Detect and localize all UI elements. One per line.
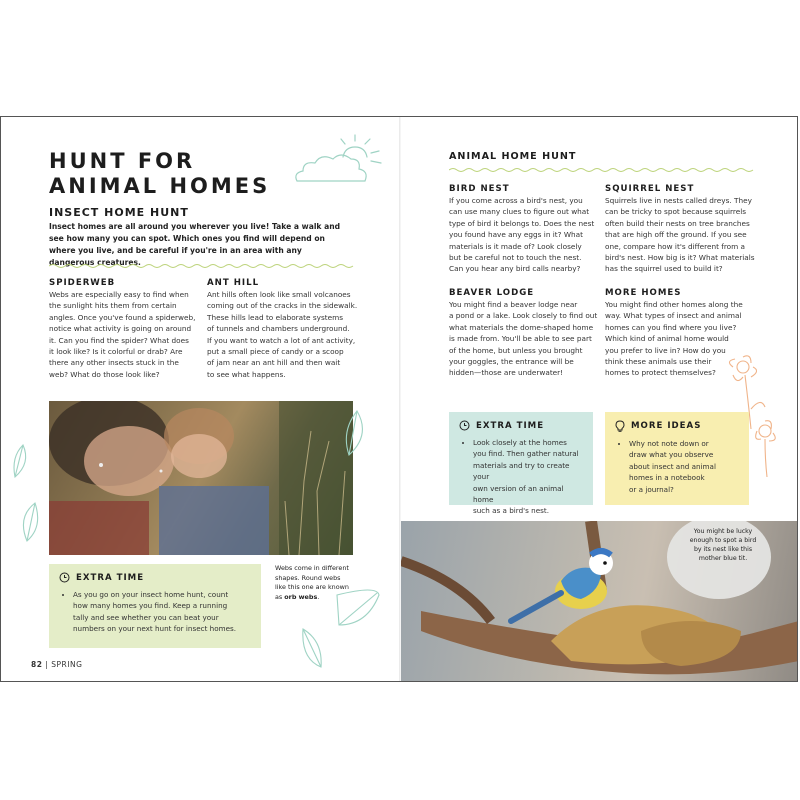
children-spiderweb-photo (49, 401, 353, 555)
page-title: HUNT FOR ANIMAL HOMES (49, 149, 271, 198)
leaf-doodle-icon (9, 437, 53, 547)
squirrel-nest-text: Squirrels live in nests called dreys. They can be tricky to spot because squirrels often build their nests on tree branches that are high off the ground. If you see one, compare how it's different from a bird's nest. How big is it? What materials has the squirrel used to build it? (605, 196, 755, 274)
more-ideas-box (605, 412, 749, 505)
extra-time-title-left: EXTRA TIME (59, 572, 251, 583)
bird-nest-text: If you come across a bird's nest, you can use many clues to figure out what type of bird it belongs to. Does the nest you found have any eggs in it? What materials is it made of? Look closely but be careful not to touch the nest. Can you hear any bird calls nearby? (449, 196, 595, 274)
leaf-doodle-icon (341, 405, 375, 465)
squirrel-nest-heading: SQUIRREL NEST (605, 184, 695, 194)
bird-nest-heading: BIRD NEST (449, 184, 510, 194)
clock-icon (59, 572, 70, 583)
blue-tit-bird (511, 551, 613, 621)
extra-time-list-right (459, 437, 583, 517)
page-folio: 82 | SPRING (31, 660, 83, 669)
spiderweb-text: Webs are especially easy to find when the sunlight hits them from certain angles. Once you've found a spiderweb, notice what activity is going on around it. Can you find the spider? What does it look like? Is it colorful or drab? Are there any other insects stuck in the web? What do those look like? (49, 290, 196, 379)
lightbulb-icon (615, 420, 625, 432)
extra-time-list-left (59, 589, 251, 635)
web-caption: Webs come in different shapes. Round webs like this one are known as orb webs. (275, 564, 349, 601)
ant-hill-heading: ANT HILL (207, 278, 260, 288)
ant-hill-text: Ant hills often look like small volcanoes coming out of the cracks in the sidewalk. These hills lead to elaborate systems of tunnels and chambers underground. If you want to watch a lot of ant activity, put a small piece of candy or a scoop of jam near an ant hill and then wait to see what happens. (207, 290, 358, 379)
extra-time-item: • As you go on your insect home hunt, count how many homes you find. Keep a running tally and see whether you can beat your numbers on your next hunt for insect homes. (73, 589, 251, 635)
wavy-divider (49, 263, 355, 269)
spiderweb-heading: SPIDERWEB (49, 278, 116, 288)
more-homes-text: You might find other homes along the way. What types of insect and animal homes can you find where you live? Which kind of animal home would you prefer to live in? How do you think these animals use their homes to protect themselves? (605, 300, 743, 378)
more-ideas-item: • Why not note down or draw what you observe about insect and animal homes in a notebook or a journal? (629, 438, 739, 495)
bird-caption: You might be lucky enough to spot a bird by its nest like this mother blue tit. (689, 528, 757, 562)
beaver-lodge-text: You might find a beaver lodge near a pond or a lake. Look closely to find out what materials the dome-shaped home is made from. You'll be able to see part of the home, but unless you brought your goggles, the entrance will be hidden—those are underwater! (449, 300, 598, 378)
more-homes-heading: MORE HOMES (605, 288, 682, 298)
more-ideas-list (615, 438, 739, 495)
blue-tit-photo (401, 521, 798, 682)
extra-time-title-right: EXTRA TIME (459, 420, 583, 431)
wavy-divider (449, 167, 759, 173)
insect-home-hunt-heading: INSECT HOME HUNT (49, 206, 189, 219)
leaf-doodle-icon (297, 585, 387, 675)
beaver-lodge-heading: BEAVER LODGE (449, 288, 535, 298)
book-spread (0, 116, 798, 682)
insect-intro-text: Insect homes are all around you wherever you live! Take a walk and see how many you can spot. Which ones you find will depend on where you live, and be careful if you're in an area with any dangerous creatures. (49, 222, 341, 267)
extra-time-box-left (49, 564, 261, 648)
animal-home-hunt-heading: ANIMAL HOME HUNT (449, 151, 577, 162)
cloud-sun-icon (289, 133, 389, 193)
extra-time-item: • Look closely at the homes you find. Then gather natural materials and try to create your own version of an animal home such as a bird's nest. (473, 437, 583, 517)
clock-icon (459, 420, 470, 431)
extra-time-box-right (449, 412, 593, 516)
more-ideas-title: MORE IDEAS (615, 420, 739, 432)
photo-scene (49, 401, 353, 555)
